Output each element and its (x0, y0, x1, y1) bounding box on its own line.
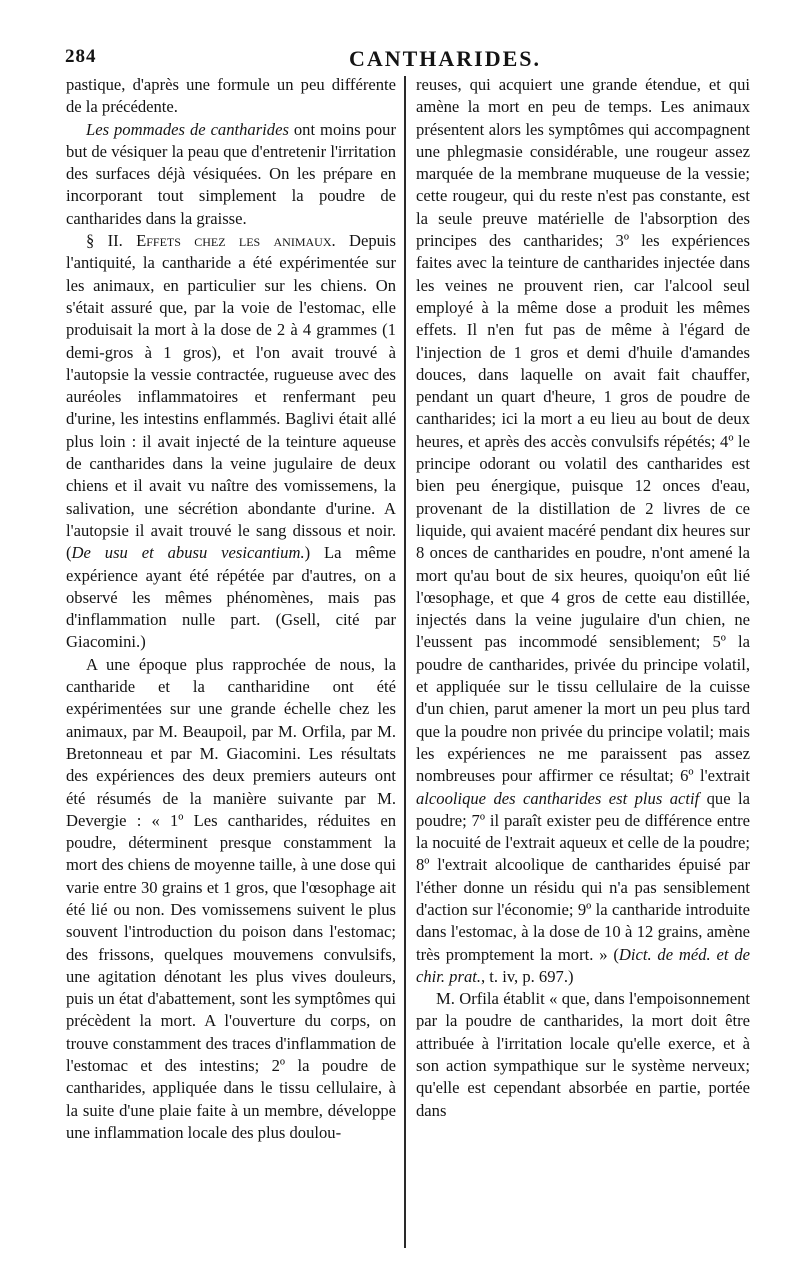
paragraph: M. Orfila établit « que, dans l'empoisonnement par la poudre de cantharides, la mort doit être attribuée à l'irritation locale qu'elle exerce, et à son action sympathique sur le système nerveux; qu'elle est cependant absorbée en partie, portée dans (416, 989, 750, 1120)
page-header (0, 46, 800, 76)
paragraph: A une époque plus rapprochée de nous, la cantharide et la cantharidine ont été expérimentées sur une grande échelle chez les animaux, par M. Beaupoil, par M. Orfila, par M. Bretonneau et par M. Giacomini. Les résultats des expériences des deux premiers auteurs ont été résumés de la manière suivante par M. Devergie : « 1º Les cantharides, réduites en poudre, déterminent presque constamment la mort des chiens de moyenne taille, à une dose qui varie entre 30 grains et 1 gros, que l'œsophage ait été lié ou non. Des vomissemens suivent le plus souvent l'introduction du poison dans l'estomac; des frissons, quelques mouvemens convulsifs, une agitation dénotant les plus vives douleurs, puis un état d'abattement, sont les symptômes qui précèdent la mort. A l'ouverture du corps, on trouve constamment des traces d'inflammation de l'estomac et des intestins; 2º la poudre de cantharides, appliquée dans le tissu cellulaire, à la suite d'une plaie faite à un membre, développe une inflammation locale des plus doulou- (66, 654, 396, 1142)
paragraph: pastique, d'après une formule un peu différente de la précédente. (66, 75, 396, 117)
running-head: CANTHARIDES. (348, 46, 542, 71)
right-column (416, 74, 750, 1122)
section-heading: § II. Effets chez les animaux. (86, 231, 336, 251)
column-divider (404, 76, 406, 1248)
paragraph: reuses, qui acquiert une grande étendue, et qui amène la mort en peu de temps. Les animaux présentent alors les symptômes qui accompagnent une phlegmasie considérable, une rougeur assez marquée de la membrane muqueuse de la vessie; cette rougeur, qui du reste n'est pas constante, est la seule preuve matérielle de l'absorption des principes des cantharides; 3º les expériences faites avec la teinture de cantharides injectée dans les veines ne prouvent rien, car l'alcool seul employé à la même dose a produit les mêmes effets. Il n'en fut pas de même à l'égard de l'injection de 1 gros et demi d'huile d'amandes douces, dans laquelle on avait fait chauffer, pendant un quart d'heure, 1 gros de poudre de cantharides; ici la mort a eu lieu au bout de deux heures, et après des accès convulsifs répétés; 4º le principe odorant ou volatil des cantharides est bien peu énergique, puisque 12 onces d'eau, provenant de la distillation de 2 livres de ce liquide, qui avaient macéré pendant dix heures sur 8 onces de cantharides en poudre, n'ont amené la mort qu'au bout de six heures, quoiqu'on eût lié l'œsophage, et que 4 gros de cette eau distillée, injectés dans la veine jugulaire d'un chien, ne l'eussent pas incommodé sensiblement; 5º la poudre de cantharides, privée du principe volatil, et appliquée sur le tissu cellulaire de la cuisse d'un chien, parut amener la mort un peu plus tard que la poudre non privée du principe volatil; mais les expériences ne me paraissent pas assez nombreuses pour affirmer ce résultat; 6º l'extrait alcoolique des cantharides est plus actif que la poudre; 7º il paraît exister peu de différence entre la nocuité de l'extrait aqueux et celle de la poudre; 8º l'extrait alcoolique de cantharides épuisé par l'éther donne un résidu qui n'a pas sensiblement d'action sur l'économie; 9º la cantharide introduite dans l'estomac, à la dose de 10 à 12 grains, amène très promptement la mort. » (Dict. de méd. et de chir. prat., t. iv, p. 697.) (416, 75, 751, 986)
paragraph: Les pommades de cantharides ont moins pour but de vésiquer la peau que d'entretenir l'irritation des surfaces déjà vésiquées. On les prépare en incorporant tout simplement la poudre de cantharides dans la graisse. (66, 119, 396, 228)
section-paragraph: § II. Effets chez les animaux. Depuis l'antiquité, la cantharide a été expérimentée sur les animaux, en particulier sur les chiens. On s'était assuré que, par la voie de l'estomac, elle produisait la mort à la dose de 2 à 4 grammes (1 demi-gros à 1 gros), et l'on avait trouvé à l'autopsie la vessie contractée, rugueuse avec des auréoles inflammatoires et renfermant peu d'urine, les intestins enflammés. Baglivi était allé plus loin : il avait injecté de la teinture aqueuse de cantharides dans la veine jugulaire de deux chiens et il avait vu naître des vomissemens, la salivation, une sécrétion abondante d'urine. A l'autopsie il avait trouvé le sang dissous et noir. (De usu et abusu vesicantium.) La même expérience ayant été répétée par d'autres, on a observé les mêmes phénomènes, mais pas d'inflammation nulle part. (Gsell, cité par Giacomini.) (66, 231, 396, 652)
left-column (66, 74, 396, 1144)
page-number: 284 (65, 46, 97, 67)
